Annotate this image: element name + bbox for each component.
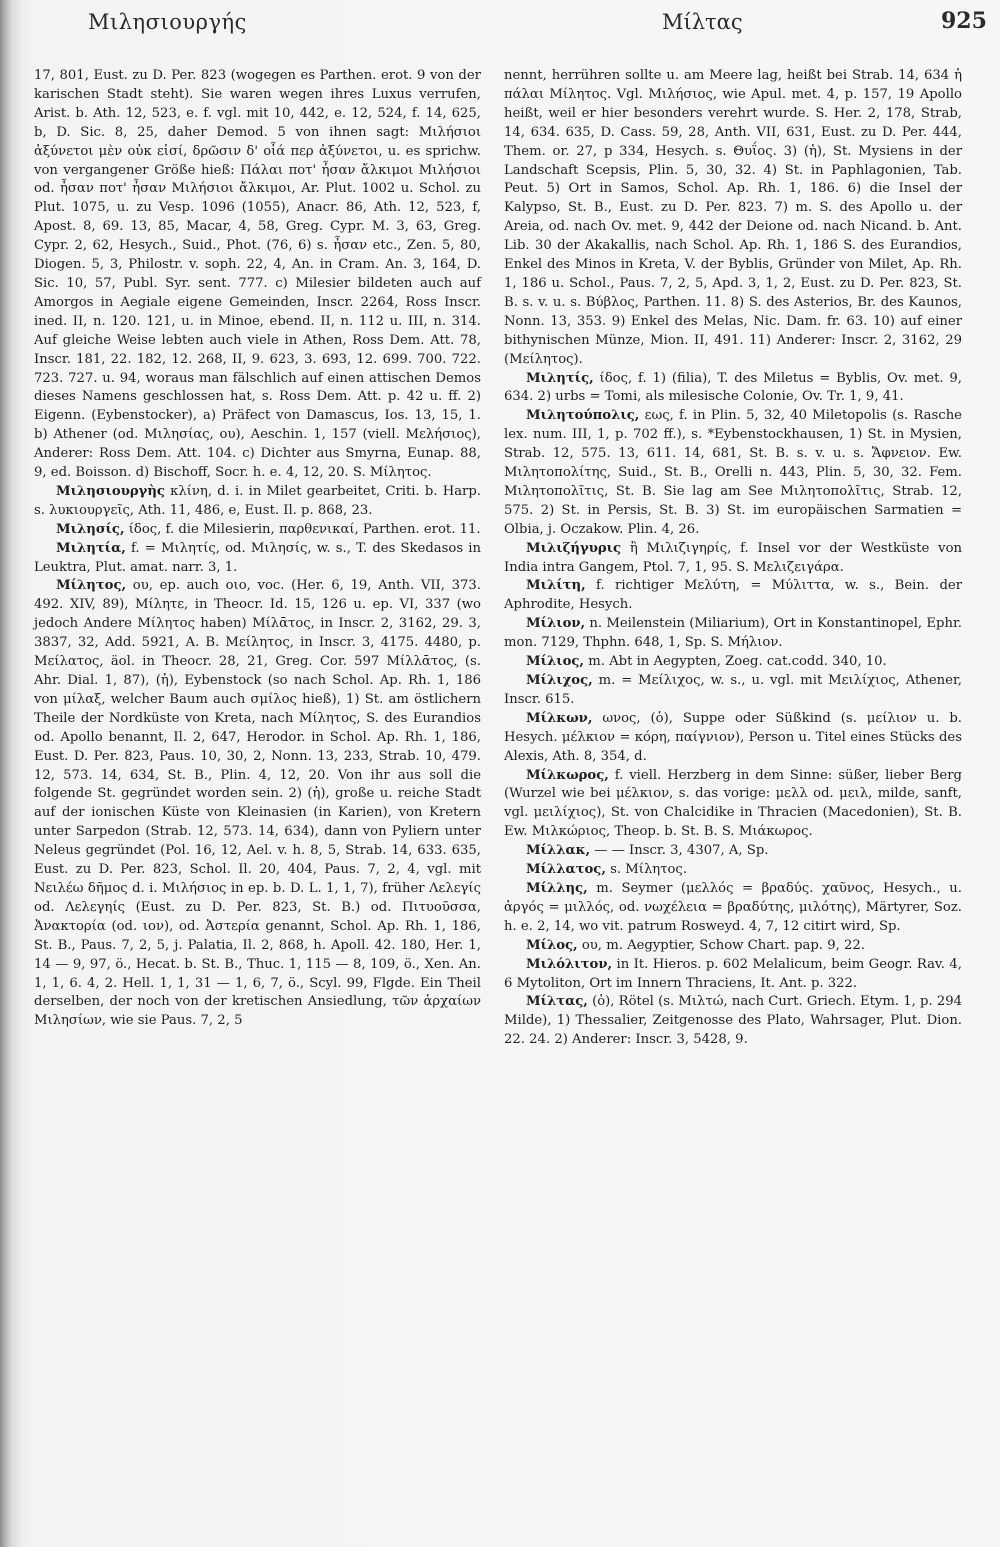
entry-lemma: Μίλλης, (526, 880, 588, 896)
dictionary-entry (504, 407, 962, 539)
entry-lemma: Μιλίτη, (526, 578, 586, 594)
dictionary-entry (504, 861, 962, 880)
entry-text: ἢ Μιλιζιγηρίς, f. Insel vor der Westküste von India intra Gangem, Ptol. 7, 1, 95. S. Μελιζειγάρα. (504, 540, 962, 575)
dictionary-entry (504, 956, 962, 994)
entry-lemma: Μίλκων, (526, 710, 593, 726)
entry-lemma: Μίλλατος, (526, 862, 606, 878)
entry-lemma: Μίλιχος, (526, 673, 593, 688)
right-column (504, 67, 962, 1050)
entry-text: ίδος, f. die Milesierin, παρθενικαί, Parthen. erot. 11. (124, 521, 481, 537)
dictionary-entry (504, 672, 962, 710)
dictionary-entry (504, 880, 962, 937)
entry-text: ου, ep. auch οιο, voc. (Her. 6, 19, Anth. VII, 373. 492. XIV, 89), Μίλητε, in Theocr. Id. 15, 126 u. ep. VI, 337 (wo jedoch Andere Μίλητος haben) Μίλᾱτος, in Inscr. 2, 3162, 29. 3, 3837, 32, Add. 5921, A. B. Μείλητος, in Inscr. 3, 4175. 4480, p. Μείλατος, äol. in Theocr. 28, 21, Greg. Cor. 597 Μίλλᾱτος, (s. Ahr. Dial. 1, 87), (ἡ), Eybenstock (so nach Schol. Ap. Rh. 1, 186 von μίλαξ, welcher Baum auch σμίλος hieß), 1) St. am östlichern Theile der Nordküste von Kreta, nach Μίλητος, S. des Eurandios od. Apollo benannt, Il. 2, 647, Herodor. in Schol. Ap. Rh. 1, 186, Eust. D. Per. 823, Paus. 10, 30, 2, Nonn. 13, 233, Strab. 10, 479. 12, 573. 14, 634, St. B., Plin. 4, 12, 20. Von ihr aus soll die folgende St. gegründet worden sein. 2) (ἡ), große u. reiche Stadt auf der ionischen Küste von Kleinasien (in Karien), von Kretern unter Sarpedon (Strab. 12, 573. 14, 634), dann von Pyliern unter Neleus gegründet (Pol. 16, 12, Ael. v. h. 8, 5, Strab. 14, 633. 635, Eust. zu D. Per. 823, Schol. Il. 20, 404, Paus. 7, 2, 4, vgl. mit Νειλέω δῆμος d. i. Μιλήσιος in ep. b. D. L. 1, 1, 7), früher Λελεγίς od. Λελεγηίς (Eust. zu D. Per. 823, St. B.) od. Πιτυοῦσσα, Ἀνακτορία (od. ιον), od. Ἀστερία genannt, Schol. Ap. Rh. 1, 186, St. B., Paus. 7, 2, 5, j. Palatia, Il. 2, 868, h. Apoll. 42. 180, Her. 1, 14 — 9, 97, ö., Hecat. b. St. B., Thuc. 1, 115 — 8, 109, ö., Xen. An. 1, 1, 6. 4, 2. Hell. 1, 1, 31 — 1, 6, 7, ö., Scyl. 99, Flgde. Ein Theil derselben, der noch von der kretischen Ansiedlung, τῶν ἀρχαίων Μιλησίων, wie sie Paus. 7, 2, 5 (34, 578, 481, 1029)
running-head (0, 4, 1000, 44)
dictionary-entry (504, 67, 962, 370)
dictionary-entry (504, 710, 962, 767)
dictionary-entry (504, 615, 962, 653)
entry-text: n. Meilenstein (Miliarium), Ort in Konstantinopel, Ephr. mon. 7129, Thphn. 648, 1, Sp. S. Μήλιον. (504, 616, 962, 651)
dictionary-entry (504, 577, 962, 615)
entry-text: in It. Hieros. p. 602 Melalicum, beim Geogr. Rav. 4, 6 Mytoliton, Ort im Innern Thraciens, It. Ant. p. 322. (504, 956, 962, 991)
entry-lemma: Μιλιζήγυρις (526, 540, 622, 556)
page-number: 925 (941, 8, 987, 34)
entry-lemma: Μίλος, (526, 937, 578, 953)
left-guideword: Μιλησιουργής (88, 10, 247, 34)
entry-text: m. Seymer (μελλός = βραδύς. χαῦνος, Hesych., u. ἀργός = μιλλός, od. νωχέλεια = βραδύτης, μιλότης), Märtyrer, Soz. h. e. 2, 14, wo vit. patrum Rosweyd. 4, 7, 12 citirt wird, Sp. (504, 880, 962, 934)
entry-text: (ὁ), Rötel (s. Μιλτώ, nach Curt. Griech. Etym. 1, p. 294 Milde), 1) Thessalier, Zeitgenosse des Plato, Wahrsager, Plut. Dion. 22. 24. 2) Anderer: Inscr. 3, 5428, 9. (504, 994, 962, 1048)
entry-lemma: Μίλητος, (56, 578, 127, 594)
entry-lemma: Μιλόλιτον, (526, 956, 613, 972)
entry-text: f. richtiger Μελύτη, = Μύλιττα, w. s., Bein. der Aphrodite, Hesych. (504, 578, 962, 613)
dictionary-entry (34, 483, 481, 521)
right-guideword: Μίλτας (662, 10, 743, 34)
dictionary-entry (34, 67, 481, 483)
entry-text: m. = Μείλιχος, w. s., u. vgl. mit Μειλίχιος, Athener, Inscr. 615. (504, 673, 962, 707)
entry-lemma: Μίλιον, (526, 616, 586, 632)
dictionary-entry (34, 540, 481, 578)
entry-text: nennt, herrühren sollte u. am Meere lag, heißt bei Strab. 14, 634 ἡ πάλαι Μίλητος. Vgl. Μιλήσιος, wie Apul. met. 4, p. 157, 19 Apollo heißt, weil er hier besonders verehrt wurde. S. Her. 2, 178, Strab, 14, 634. 635, D. Cass. 59, 28, Anth. VII, 631, Eust. zu D. Per. 444, Them. or. 27, p 334, Hesych. s. Θυΐος. 3) (ἡ), St. Mysiens in der Landschaft Scepsis, Plin. 5, 30, 32. 4) St. in Paphlagonien, Tab. Peut. 5) Ort in Samos, Schol. Ap. Rh. 1, 186. 6) die Insel der Kalypso, St. B., Eust. zu D. Per. 823. 7) m. S. des Apollo u. der Areia, od. nach Ov. met. 9, 442 der Deione od. nach Nicand. b. Ant. Lib. 30 der Akakallis, nach Schol. Ap. Rh. 1, 186 S. des Eurandios, Enkel des Minos in Kreta, V. der Byblis, Gründer von Milet, Ap. Rh. 1, 186 u. Schol., Paus. 7, 2, 5, Apd. 3, 1, 2, Eust. zu D. Per. 823, St. B. s. v. u. s. Βύβλος, Parthen. 11. 8) S. des Asterios, Br. des Kaunos, Nonn. 13, 353. 9) Enkel des Melas, Nic. Dam. fr. 63. 10) auf einer bithynischen Münze, Mion. II, 491. 11) Anderer: Inscr. 2, 3162, 29 (Μείλητος). (504, 68, 962, 367)
entry-text: f. = Μιλητίς, od. Μιλησίς, w. s., T. des Skedasos in Leuktra, Plut. amat. narr. 3, 1. (34, 540, 481, 575)
dictionary-entry (504, 370, 962, 408)
entry-text: f. viell. Herzberg in dem Sinne: süßer, lieber Berg (Wurzel wie bei μέλκιον, s. das vorige: μελλ od. μειλ, milde, sanft, vgl. μειλίχιος), St. von Chalcidike in Thracien (Macedonien), St. B. Ew. Μιλκώριος, Theop. b. St. B. S. Μιάκωρος. (504, 767, 962, 840)
dictionary-entry (34, 577, 481, 1031)
entry-text: ου, m. Aegyptier, Schow Chart. pap. 9, 22. (577, 937, 865, 953)
entry-text: m. Abt in Aegypten, Zoeg. cat.codd. 340, 10. (584, 654, 887, 670)
entry-text: — — Inscr. 3, 4307, A, Sp. (590, 843, 769, 859)
entry-lemma: Μιλησιουργὴς (56, 483, 165, 499)
dictionary-entry (34, 521, 481, 540)
entry-lemma: Μιλητία, (56, 540, 126, 556)
dictionary-entry (504, 653, 962, 672)
entry-lemma: Μιλητούπολις, (526, 408, 640, 424)
dictionary-entry (504, 767, 962, 843)
entry-text: 17, 801, Eust. zu D. Per. 823 (wogegen es Parthen. erot. 9 von der karischen Stadt steht). Sie waren wegen ihres Luxus verrufen, Arist. b. Ath. 12, 523, e. f. vgl. mit 10, 442, e. 12, 524, f. 14, 625, b, D. Sic. 8, 25, daher Demod. 5 von ihnen sagt: Μιλήσιοι ἀξύνετοι μὲν οὐκ εἰσί, δρῶσιν δ' οἷά περ ἀξύνετοι, u. es sprichw. von vergangener Größe hieß: Πάλαι ποτ' ἦσαν ἄλκιμοι Μιλήσιοι od. ἦσαν ποτ' ἦσαν Μιλήσιοι ἄλκιμοι, Ar. Plut. 1002 u. Schol. zu Plut. 1075, u. zu Vesp. 1096 (1055), Anacr. 86, Ath. 12, 523, f, Apost. 8, 69. 13, 85, Macar, 4, 58, Greg. Cypr. M. 3, 63, Greg. Cypr. 2, 62, Hesych., Suid., Phot. (76, 6) s. ἦσαν etc., Zen. 5, 80, Diogen. 5, 3, Philostr. v. soph. 22, 4, An. in Cram. An. 3, 164, D. Sic. 10, 57, Publ. Syr. sent. 777. c) Milesier bildeten auch auf Amorgos in Aegiale eigene Gemeinden, Inscr. 2264, Ross Inscr. ined. II, n. 120. 121, u. in Minoe, ebend. II, n. 112 u. III, n. 314. Auf gleiche Weise lebten auch viele in Athen, Ross Dem. Att. 78, Inscr. 181, 22. 182, 12. 268, II, 9. 623, 3. 693, 12. 699. 700. 722. 723. 727. u. 94, woraus man fälschlich auf einen attischen Demos dieses Namens geschlossen hat, s. Ross Dem. Att. p. 42 u. ff. 2) Eigenn. (Eybenstocker), a) Präfect von Damascus, Ios. 13, 15, 1. b) Athener (od. Μιλησίας, ου), Aeschin. 1, 157 (viell. Μελήσιος), Anderer: Ross Dem. Att. 104. c) Dichter aus Smyrna, Eunap. 88, 9, ed. Boisson. d) Bischoff, Socr. h. e. 4, 12, 20. S. Μίλητος. (34, 68, 481, 481)
dictionary-entry (504, 937, 962, 956)
entry-text: s. Μίλητος. (605, 862, 688, 878)
entry-lemma: Μιλητίς, (526, 370, 594, 386)
entry-lemma: Μιλησίς, (56, 521, 125, 537)
entry-text: ωνος, (ὁ), Suppe oder Süßkind (s. μείλιον u. b. Hesych. μέλκιον = κόρη, παίγνιον), Person u. Titel eines Stücks des Alexis, Ath. 8, 354, d. (504, 710, 962, 764)
entry-lemma: Μίλκωρος, (526, 767, 609, 783)
dictionary-entry (504, 540, 962, 578)
entry-text: κλίνη, d. i. in Milet gearbeitet, Criti. b. Harp. s. λυκιουργεῖς, Ath. 11, 486, e, Eust. Il. p. 868, 23. (34, 483, 481, 518)
entry-text: εως, f. in Plin. 5, 32, 40 Miletopolis (s. Rasche lex. num. III, 1, p. 702 ff.), s. *Eybenstockhausen, 1) St. in Mysien, Strab. 12, 575. 13, 611. 14, 681, St. B. s. v. u. s. Ἄφνειον. Ew. Μιλητοπολίτης, Suid., St. B., Orelli n. 443, Plin. 5, 30, 32. Fem. Μιλητοπολῖτις, St. B. Sie lag am See Μιλητοπολῖτις, Strab. 12, 575. 2) St. in Persis, St. B. 3) St. im europäischen Sarmatien = Olbia, j. Oczakow. Plin. 4, 26. (504, 408, 962, 537)
entry-text: ίδος, f. 1) (filia), T. des Miletus = Byblis, Ov. met. 9, 634. 2) urbs = Tomi, als milesische Colonie, Ov. Tr. 1, 9, 41. (504, 370, 962, 405)
left-column (34, 67, 481, 1031)
dictionary-entry (504, 993, 962, 1050)
entry-lemma: Μίλιος, (526, 654, 585, 670)
dictionary-entry (504, 842, 962, 861)
entry-lemma: Μίλλακ, (526, 843, 591, 859)
entry-lemma: Μίλτας, (526, 994, 588, 1010)
